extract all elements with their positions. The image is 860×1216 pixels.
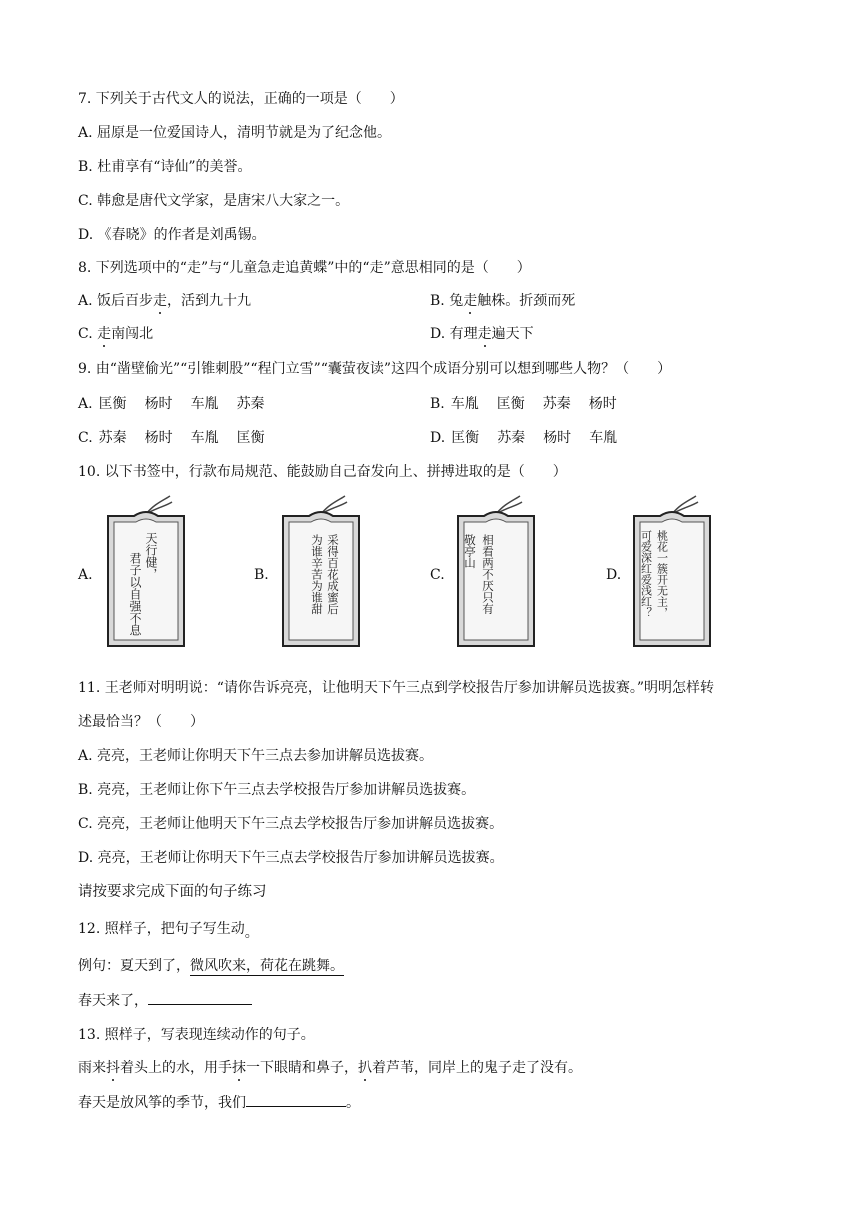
q9-option-a: A. 匡衡 杨时 车胤 苏秦 xyxy=(78,396,265,412)
q12-answer-blank[interactable] xyxy=(148,992,252,1005)
bookmark-a-col-1: 天行健， xyxy=(144,532,158,580)
q13-answer-blank[interactable] xyxy=(246,1094,346,1107)
q8-option-d: D. 有理走遍天下 xyxy=(430,326,534,342)
q13-answer: 春天是放风筝的季节，我们 。 xyxy=(78,1095,360,1111)
q11-stem-line-1: 11. 王老师对明明说：“请你告诉亮亮，让他明天下午三点到学校报告厅参加讲解员选拔赛。”明明怎样转 xyxy=(78,680,715,696)
bookmark-d-col-2: 可爱深红爱浅红？ xyxy=(639,530,653,618)
bookmark-b-col-2: 为谁辛苦为谁甜 xyxy=(310,534,324,615)
bookmark-c-col-1: 相看两不厌只有 xyxy=(481,534,495,615)
q12-example: 例句：夏天到了，微风吹来，荷花在跳舞。 xyxy=(78,958,344,974)
q7-option-d: D. 《春晓》的作者是刘禹锡。 xyxy=(78,227,266,243)
q9-option-b: B. 车胤 匡衡 苏秦 杨时 xyxy=(430,396,617,412)
bookmark-a xyxy=(98,494,198,654)
q8-option-c: C. 走南闯北 xyxy=(78,326,154,342)
q13-stem: 13. 照样子，写表现连续动作的句子。 xyxy=(78,1027,315,1043)
q12-example-underlined: 微风吹来，荷花在跳舞。 xyxy=(190,958,344,974)
q7-option-b: B. 杜甫享有“诗仙”的美誉。 xyxy=(78,159,252,175)
bookmark-b-col-1: 采得百花成蜜后 xyxy=(326,534,340,615)
q7-stem: 7. 下列关于古代文人的说法，正确的一项是（ ） xyxy=(78,91,404,107)
q7-option-c: C. 韩愈是唐代文学家，是唐宋八大家之一。 xyxy=(78,193,350,209)
section-title: 请按要求完成下面的句子练习 xyxy=(78,884,267,900)
q11-option-c: C. 亮亮，王老师让他明天下午三点去学校报告厅参加讲解员选拔赛。 xyxy=(78,816,504,832)
q10-label-b: B. xyxy=(254,567,269,583)
bookmark-c xyxy=(448,494,548,654)
q11-option-b: B. 亮亮，王老师让你下午三点去学校报告厅参加讲解员选拔赛。 xyxy=(78,782,476,798)
bookmark-d xyxy=(624,494,724,654)
bookmark-b xyxy=(273,494,373,654)
bookmark-a-col-2: 君子以自强不息 xyxy=(128,552,142,636)
q11-option-a: A. 亮亮，王老师让你明天下午三点去参加讲解员选拔赛。 xyxy=(78,748,434,764)
q10-label-c: C. xyxy=(430,567,445,583)
q9-option-d: D. 匡衡 苏秦 杨时 车胤 xyxy=(430,430,618,446)
bookmark-c-col-2: 敬亭山 xyxy=(463,534,477,569)
q8-option-b: B. 兔走触株。折颈而死 xyxy=(430,293,576,309)
q10-label-d: D. xyxy=(606,567,622,583)
q11-stem-line-2: 述最恰当？（ ） xyxy=(78,714,204,730)
q9-option-c: C. 苏秦 杨时 车胤 匡衡 xyxy=(78,430,265,446)
q9-stem: 9. 由“凿壁偷光”“引锥刺股”“程门立雪”“囊萤夜读”这四个成语分别可以想到哪些人物？（ ） xyxy=(78,361,672,377)
q11-option-d: D. 亮亮，王老师让你明天下午三点去学校报告厅参加讲解员选拔赛。 xyxy=(78,850,504,866)
q12-answer: 春天来了， xyxy=(78,990,252,1010)
q10-stem: 10. 以下书签中，行款布局规范、能鼓励自己奋发向上、拼搏进取的是（ ） xyxy=(78,464,567,480)
q10-label-a: A. xyxy=(78,567,93,583)
q12-stem: 12. 照样子，把句子写生动。 xyxy=(78,921,259,941)
q7-option-a: A. 屈原是一位爱国诗人，清明节就是为了纪念他。 xyxy=(78,125,392,141)
q13-example: 雨来抖着头上的水，用手抹一下眼睛和鼻子，扒着芦苇，同岸上的鬼子走了没有。 xyxy=(78,1060,582,1076)
q8-stem: 8. 下列选项中的“走”与“儿童急走追黄蝶”中的“走”意思相同的是（ ） xyxy=(78,260,531,276)
q8-option-a: A. 饭后百步走，活到九十九 xyxy=(78,293,252,309)
bookmark-d-col-1: 桃花一簇开无主， xyxy=(655,530,669,618)
